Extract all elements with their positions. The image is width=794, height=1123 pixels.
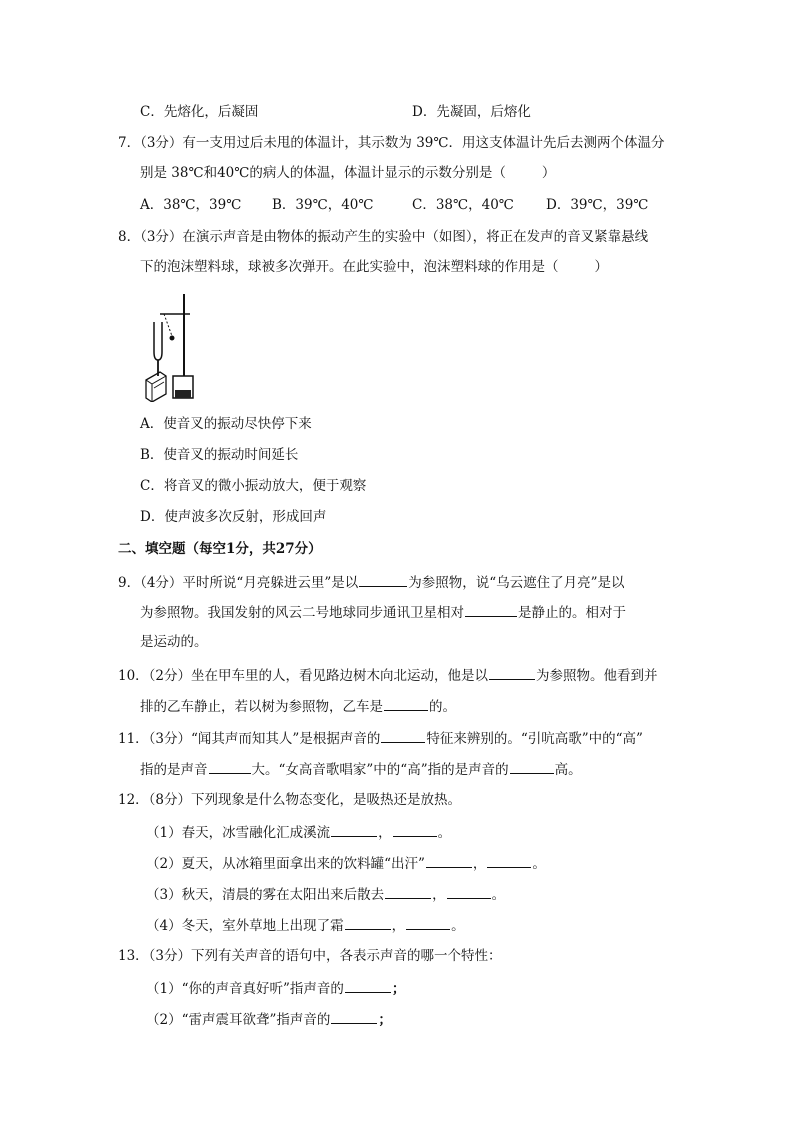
q6-option-d: D．先凝固，后熔化 [412, 104, 531, 120]
q9-blank-3[interactable] [465, 602, 517, 617]
tuning-fork [154, 322, 162, 360]
q12-blank-3b[interactable] [447, 884, 491, 899]
q11-blank-2[interactable] [209, 759, 251, 774]
q9-blank-1[interactable] [359, 572, 407, 587]
q7-stem-line1: 7．（3分）有一支用过后未甩的体温计，其示数为 39℃．用这支体温计先后去测两个体温分 [118, 135, 665, 151]
q10-line2: 排的乙车静止，若以树为参照物，乙车是 的。 [140, 696, 456, 716]
q12-stem: 12．（8分）下列现象是什么物态变化，是吸热还是放热。 [118, 792, 462, 808]
q11-line1: 11．（3分）“闻其声而知其人”是根据声音的 特征来辨别的。“引吭高歌”中的“高” [118, 728, 643, 748]
q12-blank-2b[interactable] [487, 853, 531, 868]
tuning-fork-figure [142, 290, 222, 402]
q7-option-d: D．39℃，39℃ [546, 197, 649, 213]
q7-option-a: A．38℃，39℃ [140, 197, 242, 213]
q12-item-1: （1）春天，冰雪融化汇成溪流 ， 。 [146, 822, 451, 842]
q12-item-4: （4）冬天，室外草地上出现了霜 ， 。 [146, 915, 465, 935]
section-heading: 二、填空题（每空1分，共27分） [118, 541, 322, 557]
q12-blank-3a[interactable] [385, 884, 431, 899]
q8-stem-line2: 下的泡沫塑料球，球被多次弹开。在此实验中，泡沫塑料球的作用是（ ） [140, 259, 608, 275]
q9-line1: 9．（4分）平时所说“月亮躲进云里”是以 为参照物，说“乌云遮住了月亮”是以 [118, 572, 625, 592]
q9-line2: 为参照物。我国发射的风云二号地球同步通讯卫星相对 是静止的。相对于 [140, 602, 626, 622]
q10-blank-2[interactable] [384, 696, 428, 711]
q11-blank-3[interactable] [510, 759, 554, 774]
q12-item-2: （2）夏天，从冰箱里面拿出来的饮料罐“出汗” ， 。 [146, 853, 546, 873]
q6-option-c: C．先熔化，后凝固 [140, 104, 259, 120]
q8-option-d: D．使声波多次反射，形成回声 [140, 509, 327, 525]
thread [164, 314, 172, 336]
q11-line2: 指的是声音 大。“女高音歌唱家”中的“高”指的是声音的 高。 [140, 759, 582, 779]
q13-stem: 13．（3分）下列有关声音的语句中，各表示声音的哪一个特性： [118, 948, 502, 964]
foam-ball [170, 336, 175, 341]
q12-blank-1b[interactable] [393, 822, 437, 837]
q13-blank-1[interactable] [345, 978, 391, 993]
q11-blank-1[interactable] [381, 728, 425, 743]
q12-blank-2a[interactable] [426, 853, 472, 868]
q8-option-c: C．将音叉的微小振动放大，便于观察 [140, 478, 367, 494]
q10-blank-1[interactable] [489, 665, 535, 680]
q8-option-b: B．使音叉的振动时间延长 [140, 447, 299, 463]
q10-line1: 10．（2分）坐在甲车里的人，看见路边树木向北运动，他是以 为参照物。他看到并 [118, 665, 658, 685]
q13-item-1: （1）“你的声音真好听”指声音的 ； [146, 978, 405, 998]
q12-blank-4a[interactable] [345, 915, 391, 930]
q13-blank-2[interactable] [331, 1009, 377, 1024]
q8-stem-line1: 8．（3分）在演示声音是由物体的振动产生的实验中（如图），将正在发声的音叉紧靠悬线 [118, 229, 649, 245]
q12-blank-1a[interactable] [331, 822, 377, 837]
q13-item-2: （2）“雷声震耳欲聋”指声音的 ； [146, 1009, 392, 1029]
q12-blank-4b[interactable] [406, 915, 450, 930]
q12-item-3: （3）秋天，清晨的雾在太阳出来后散去 ， 。 [146, 884, 505, 904]
q9-line3: 是运动的。 [140, 634, 208, 650]
q8-option-a: A．使音叉的振动尽快停下来 [140, 416, 312, 432]
q7-option-c: C．38℃，40℃ [412, 197, 514, 213]
q7-option-b: B．39℃，40℃ [272, 197, 374, 213]
q7-stem-line2: 别是 38℃和40℃的病人的体温，体温计显示的示数分别是（ ） [140, 165, 556, 181]
